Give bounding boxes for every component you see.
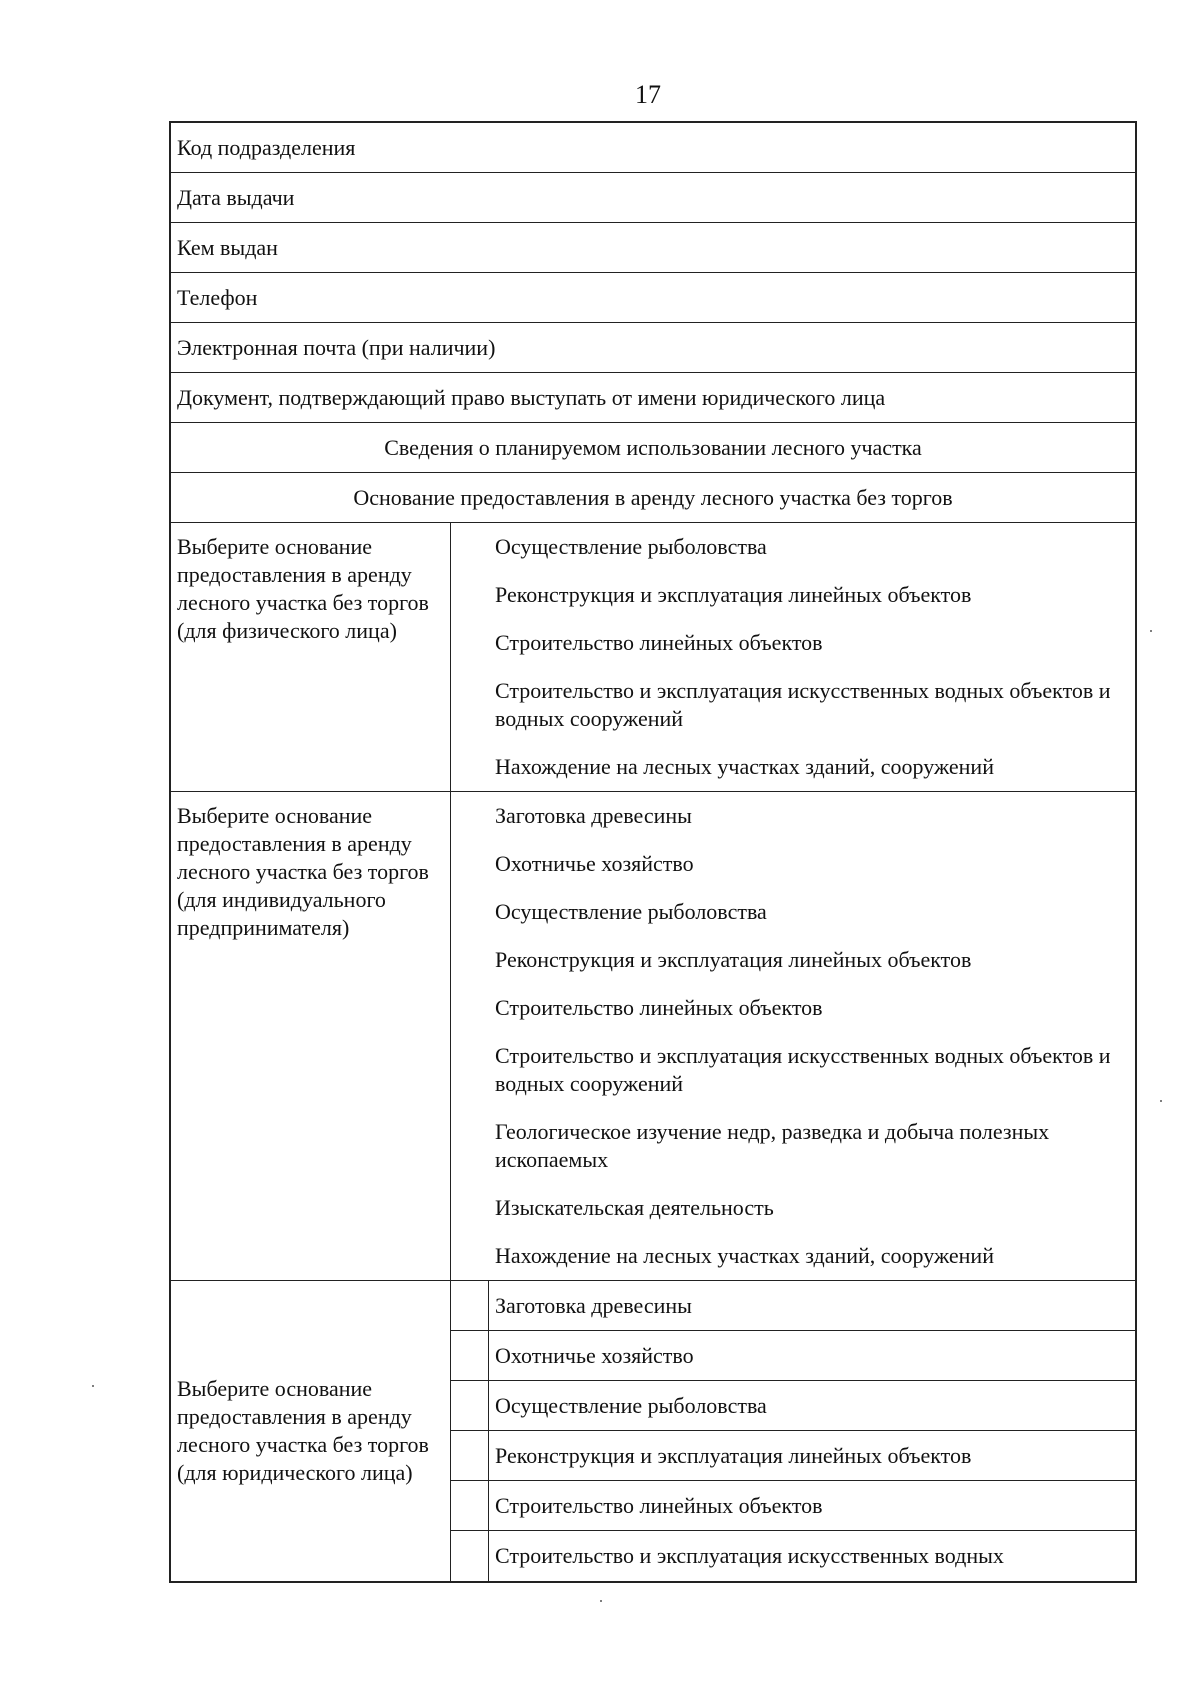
checkbox[interactable] — [451, 1481, 489, 1530]
field-phone[interactable]: Телефон — [171, 273, 1135, 323]
juridical-option-row — [451, 1281, 1135, 1331]
checkbox[interactable] — [451, 1331, 489, 1380]
section-physical-person — [171, 523, 1135, 792]
juridical-option: Строительство и эксплуатация искусственных водных — [495, 1543, 1004, 1568]
physical-option[interactable]: Нахождение на лесных участках зданий, сооружений — [495, 754, 994, 779]
field-authority-document[interactable]: Документ, подтверждающий право выступать от имени юридического лица — [171, 373, 1135, 423]
scan-speck — [600, 1600, 602, 1602]
individual-options — [451, 792, 1135, 1280]
individual-option[interactable]: Изыскательская деятельность — [495, 1195, 774, 1220]
juridical-option-row — [451, 1331, 1135, 1381]
individual-option[interactable]: Строительство линейных объектов — [495, 995, 823, 1020]
individual-option[interactable]: Охотничье хозяйство — [495, 851, 694, 876]
scan-speck — [1160, 1100, 1162, 1102]
checkbox[interactable] — [451, 1431, 489, 1480]
juridical-option: Охотничье хозяйство — [495, 1343, 694, 1368]
juridical-option-row — [451, 1531, 1135, 1581]
field-issued-by[interactable]: Кем выдан — [171, 223, 1135, 273]
field-division-code[interactable]: Код подразделения — [171, 123, 1135, 173]
heading-planned-use: Сведения о планируемом использовании лесного участка — [171, 423, 1135, 473]
individual-option[interactable]: Нахождение на лесных участках зданий, сооружений — [495, 1243, 994, 1268]
physical-option[interactable]: Строительство линейных объектов — [495, 630, 823, 655]
scan-speck — [92, 1385, 94, 1387]
form-table — [169, 121, 1137, 1583]
applicant-fields — [171, 123, 1135, 523]
section-juridical-person — [171, 1281, 1135, 1581]
checkbox[interactable] — [451, 1281, 489, 1330]
checkbox[interactable] — [451, 1381, 489, 1430]
page-number: 17 — [635, 80, 661, 109]
section-individual-entrepreneur — [171, 792, 1135, 1281]
juridical-option: Реконструкция и эксплуатация линейных объектов — [495, 1443, 972, 1468]
individual-option[interactable]: Реконструкция и эксплуатация линейных объектов — [495, 947, 972, 972]
juridical-option: Строительство линейных объектов — [495, 1493, 823, 1518]
individual-option[interactable]: Геологическое изучение недр, разведка и добыча полезных ископаемых — [495, 1119, 1050, 1172]
individual-option[interactable]: Заготовка древесины — [495, 803, 692, 828]
physical-option[interactable]: Осуществление рыболовства — [495, 534, 767, 559]
individual-option[interactable]: Строительство и эксплуатация искусственных водных объектов и водных сооружений — [495, 1043, 1111, 1096]
individual-label: Выберите основание предоставления в аренду лесного участка без торгов (для индивидуального предпринимателя) — [171, 792, 451, 1280]
physical-option[interactable]: Реконструкция и эксплуатация линейных объектов — [495, 582, 972, 607]
field-issue-date[interactable]: Дата выдачи — [171, 173, 1135, 223]
juridical-option: Заготовка древесины — [495, 1293, 692, 1318]
juridical-option-row — [451, 1381, 1135, 1431]
field-email[interactable]: Электронная почта (при наличии) — [171, 323, 1135, 373]
checkbox[interactable] — [451, 1531, 489, 1581]
juridical-option: Осуществление рыболовства — [495, 1393, 767, 1418]
juridical-option-row — [451, 1431, 1135, 1481]
physical-option[interactable]: Строительство и эксплуатация искусственных водных объектов и водных сооружений — [495, 678, 1111, 731]
individual-option[interactable]: Осуществление рыболовства — [495, 899, 767, 924]
physical-options — [451, 523, 1135, 791]
scan-speck — [1150, 630, 1152, 632]
juridical-options — [451, 1281, 1135, 1581]
heading-basis: Основание предоставления в аренду лесного участка без торгов — [171, 473, 1135, 523]
physical-label: Выберите основание предоставления в аренду лесного участка без торгов (для физического лица) — [171, 523, 451, 791]
juridical-label: Выберите основание предоставления в аренду лесного участка без торгов (для юридического лица) — [171, 1281, 451, 1581]
juridical-option-row — [451, 1481, 1135, 1531]
